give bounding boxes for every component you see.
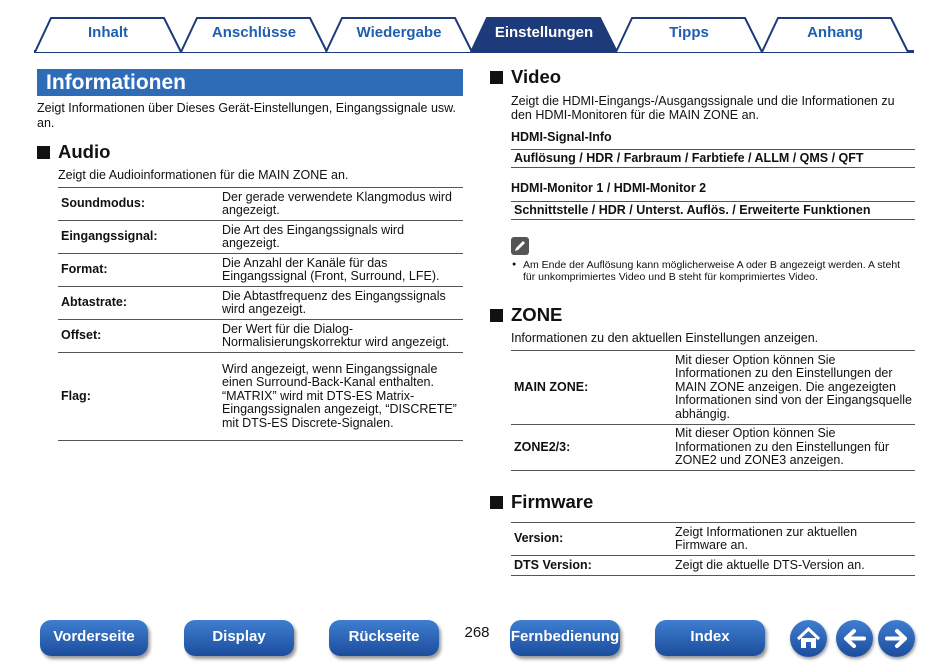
audio-heading	[37, 141, 110, 163]
row-value: Der gerade verwendete Klangmodus wird angezeigt.	[219, 188, 463, 221]
row-key: Soundmodus:	[58, 188, 219, 221]
row-value: Die Anzahl der Kanäle für das Eingangssignal (Front, Surround, LFE).	[219, 254, 463, 287]
row-key: Version:	[511, 523, 672, 556]
home-button[interactable]	[790, 620, 827, 657]
audio-description: Zeigt die Audioinformationen für die MAIN ZONE an.	[58, 168, 349, 182]
firmware-heading-text: Firmware	[511, 491, 594, 512]
video-description: Zeigt die HDMI-Eingangs-/Ausgangssignale und die Informationen zu den HDMI-Monitoren für die MAIN ZONE an.	[511, 94, 895, 122]
audio-table	[58, 187, 463, 441]
table-row	[511, 425, 915, 471]
tab-wiedergabe[interactable]	[325, 17, 473, 53]
zone-heading-text: ZONE	[511, 304, 563, 325]
row-value: Wird angezeigt, wenn Eingangssignale einen Surround-Back-Kanal enthalten. “MATRIX” wird mit DTS-ES Matrix-Eingangssignalen angezeigt, “DISCRETE” mit DTS-ES Discrete-Signalen.	[219, 353, 463, 441]
video-heading-text: Video	[511, 66, 562, 87]
zone-heading	[490, 304, 562, 326]
table-row	[58, 320, 463, 353]
tab-label: Anschlüsse	[211, 24, 297, 41]
tab-label: Inhalt	[88, 24, 128, 41]
section-title: Informationen	[37, 69, 463, 96]
row-value: Die Abtastfrequenz des Eingangssignals wird angezeigt.	[219, 287, 463, 320]
row-value: Zeigt die aktuelle DTS-Version an.	[672, 556, 915, 576]
table-row	[58, 221, 463, 254]
tab-anschluesse[interactable]	[180, 17, 328, 53]
fernbedienung-button[interactable]: Fernbedienung	[510, 620, 620, 656]
table-row	[58, 254, 463, 287]
tab-label: Einstellungen	[494, 24, 594, 41]
row-key: DTS Version:	[511, 556, 672, 576]
tab-label: Anhang	[807, 24, 863, 41]
table-row	[511, 556, 915, 576]
firmware-heading	[490, 491, 593, 513]
home-icon	[790, 620, 827, 657]
tab-label: Tipps	[669, 24, 709, 41]
tab-anhang[interactable]	[761, 17, 909, 53]
zone-table	[511, 350, 915, 471]
audio-heading-text: Audio	[58, 141, 111, 162]
row-key: Format:	[58, 254, 219, 287]
row-key: Eingangssignal:	[58, 221, 219, 254]
row-value: Mit dieser Option können Sie Informationen zu den Einstellungen für ZONE2 und ZONE3 anzeigen.	[672, 425, 915, 471]
row-key: Offset:	[58, 320, 219, 353]
chapter-tabs	[0, 0, 950, 56]
table-row	[58, 287, 463, 320]
tab-inhalt[interactable]	[34, 17, 182, 53]
row-value: Der Wert für die Dialog-Normalisierungskorrektur wird angezeigt.	[219, 320, 463, 353]
tab-tipps[interactable]	[615, 17, 763, 53]
heading-square-icon	[37, 146, 50, 159]
hdmi-signal-values: Auflösung / HDR / Farbraum / Farbtiefe / ALLM / QMS / QFT	[511, 149, 915, 168]
tab-label: Wiedergabe	[356, 24, 442, 41]
table-row	[58, 353, 463, 441]
zone-description: Informationen zu den aktuellen Einstellungen anzeigen.	[511, 331, 819, 345]
row-value: Zeigt Informationen zur aktuellen Firmware an.	[672, 523, 915, 556]
row-key: Abtastrate:	[58, 287, 219, 320]
hdmi-monitor-label: HDMI-Monitor 1 / HDMI-Monitor 2	[511, 181, 707, 195]
heading-square-icon	[490, 71, 503, 84]
table-row	[511, 351, 915, 425]
firmware-table	[511, 522, 915, 576]
section-intro: Zeigt Informationen über Dieses Gerät-Einstellungen, Eingangssignale usw. an.	[37, 101, 456, 130]
table-row	[511, 523, 915, 556]
page-number: 268	[464, 624, 490, 641]
index-button[interactable]: Index	[655, 620, 765, 656]
video-note: ● Am Ende der Auflösung kann möglicherweise A oder B angezeigt werden. A steht für unkomprimiertes Video und B steht für komprimiertes Video.	[511, 259, 915, 283]
row-value: Die Art des Eingangssignals wird angezeigt.	[219, 221, 463, 254]
arrow-right-icon	[878, 620, 915, 657]
video-heading	[490, 66, 561, 88]
rueckseite-button[interactable]: Rückseite	[329, 620, 439, 656]
row-key: ZONE2/3:	[511, 425, 672, 471]
hdmi-monitor-values: Schnittstelle / HDR / Unterst. Auflös. / Erweiterte Funktionen	[511, 201, 915, 220]
table-row	[58, 188, 463, 221]
hdmi-signal-label: HDMI-Signal-Info	[511, 130, 612, 144]
row-key: MAIN ZONE:	[511, 351, 672, 425]
row-value: Mit dieser Option können Sie Informationen zu den Einstellungen der MAIN ZONE anzeigen. Die angezeigten Informationen sind von der Eingangsquelle abhängig.	[672, 351, 915, 425]
arrow-left-icon	[836, 620, 873, 657]
forward-button[interactable]	[878, 620, 915, 657]
pencil-note-icon	[511, 237, 529, 255]
back-button[interactable]	[836, 620, 873, 657]
display-button[interactable]: Display	[184, 620, 294, 656]
tab-einstellungen[interactable]	[470, 17, 618, 53]
heading-square-icon	[490, 496, 503, 509]
row-key: Flag:	[58, 353, 219, 441]
heading-square-icon	[490, 309, 503, 322]
vorderseite-button[interactable]: Vorderseite	[40, 620, 148, 656]
